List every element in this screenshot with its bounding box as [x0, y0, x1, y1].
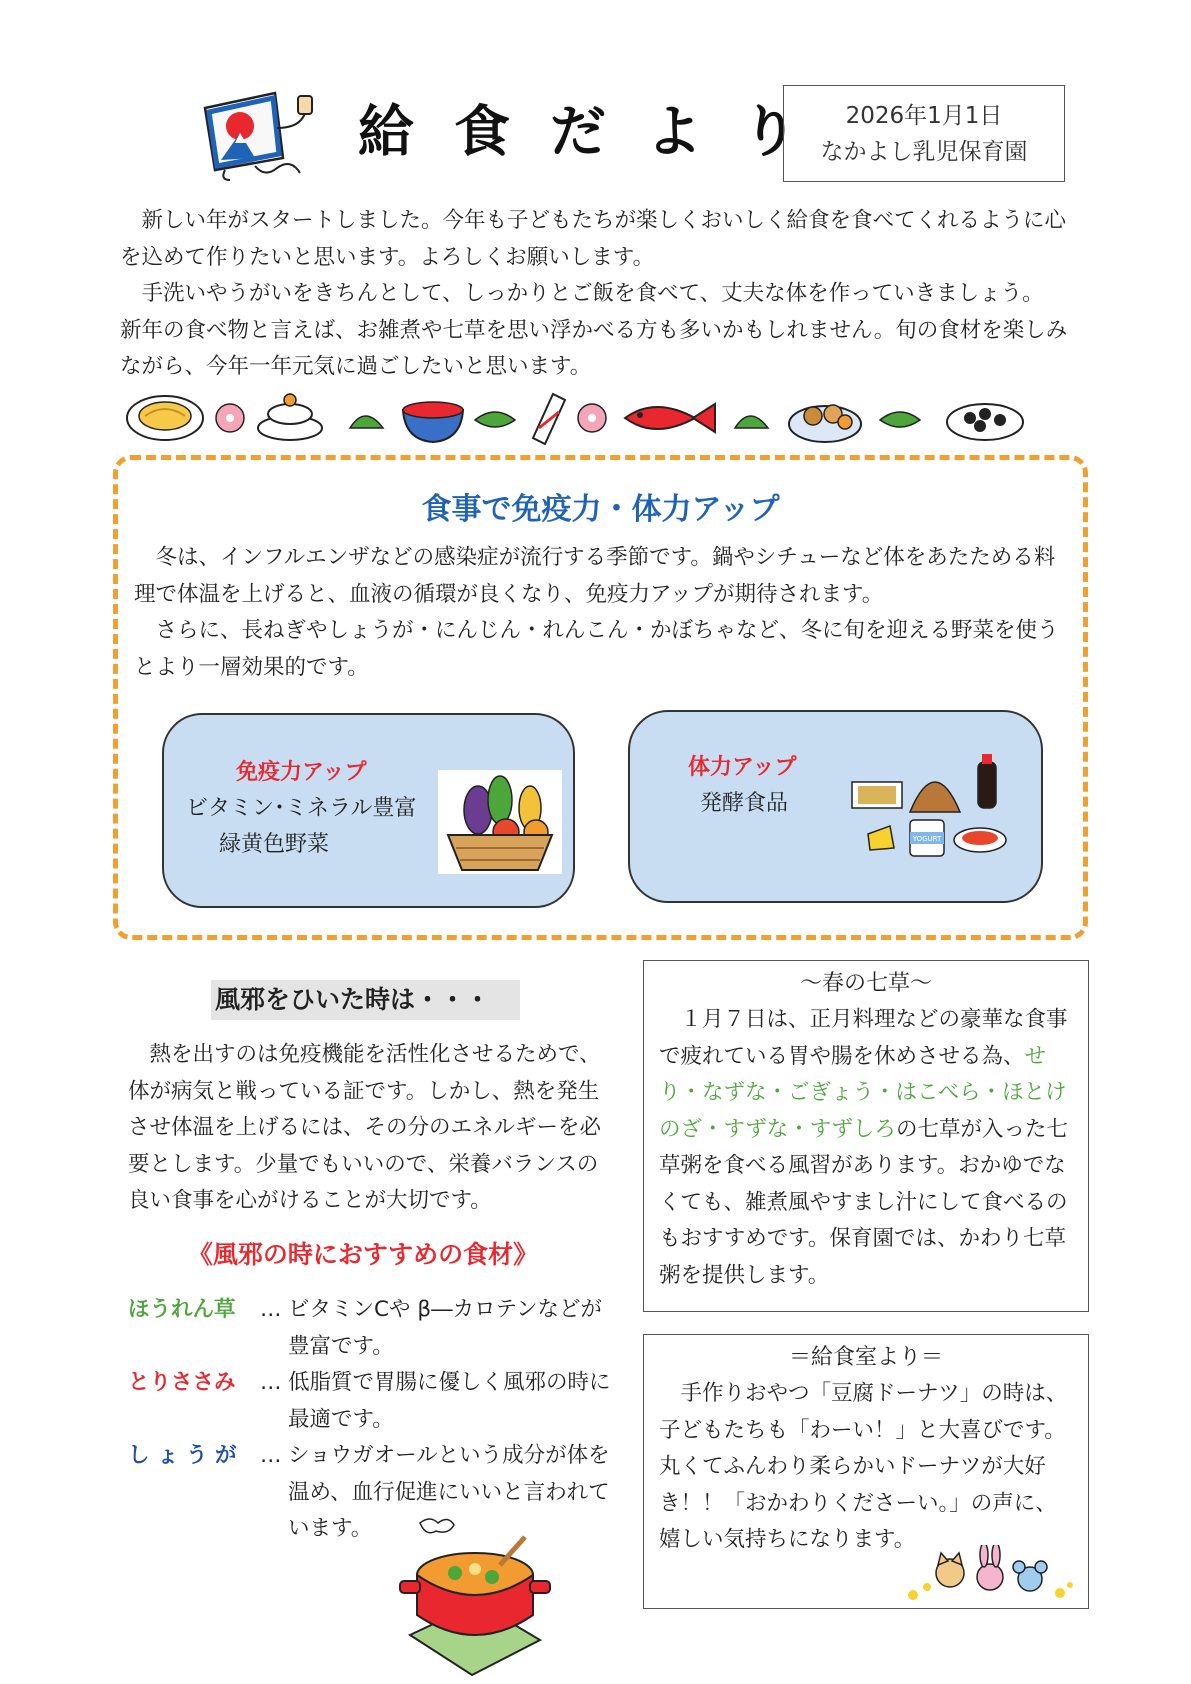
stamina-up-line-1: 発酵食品 [700, 791, 789, 816]
food-dots: … [260, 1297, 282, 1322]
yogurt-label: YOGURT [912, 835, 942, 843]
organization-name: なかよし乳児保育園 [820, 139, 1028, 165]
stamina-up-card [628, 710, 1043, 903]
kite-illustration [195, 88, 320, 183]
plum-flower-icon [216, 404, 244, 432]
immunity-up-line-2: 緑黄色野菜 [219, 832, 330, 857]
food-name: し ょ う が [128, 1443, 237, 1468]
soup-pot-icon [390, 1515, 555, 1680]
immunity-up-heading: 免疫力アップ [236, 760, 367, 785]
immunity-paragraph-1: 冬は、インフルエンザなどの感染症が流行する季節です。鍋やシチューなど体をあたためる料理で体温を上げると、血液の循環が良くなり、免疫力アップが期待されます。 [134, 545, 1056, 607]
pine-icon [350, 416, 383, 428]
egg-roll-icon [127, 396, 203, 440]
nimono-dish-icon [789, 405, 861, 442]
kitchen-title: ＝給食室より＝ [788, 1345, 943, 1370]
food-dots: … [260, 1370, 282, 1395]
new-year-food-decoration [125, 390, 1070, 445]
pine-icon-2 [735, 416, 768, 428]
vegetable-basket-icon [438, 770, 562, 874]
food-item-spinach [128, 1292, 614, 1365]
leaf-icon [475, 412, 515, 427]
nanakusa-text [644, 1002, 1088, 1294]
immunity-paragraph-2: さらに、長ねぎやしょうが・にんじん・れんこん・かぼちゃなど、冬に旬を迎える野菜を使うとより一層効果的です。 [134, 618, 1059, 680]
ozoni-bowl-icon [403, 402, 463, 442]
plum-flower-icon-2 [578, 404, 606, 432]
fermented-foods-icon [850, 752, 1010, 862]
cold-paragraph: 熱を出すのは免疫機能を活性化させるためで、体が病気と戦っている証です。しかし、熱を発生させ体温を上げるには、その分のエネルギーを必要とします。少量でもいいので、栄養バランスの良い食事を心がけることが大切です。 [128, 1042, 602, 1213]
food-name: ほうれん草 [128, 1297, 236, 1322]
immunity-up-card [162, 713, 575, 908]
food-name: とりささみ [128, 1370, 236, 1395]
page-title: 給食だより [358, 100, 838, 165]
cold-section-heading: 風邪をひいた時は・・・ [211, 980, 520, 1020]
food-dots: … [260, 1443, 282, 1468]
recommended-foods-heading: 《風邪の時におすすめの食材》 [187, 1240, 539, 1269]
nanakusa-text-after: の七草が入った七草粥を食べる風習があります。おかゆでなくても、雑煮風やすまし汁にして食べるのもおすすめです。保育園では、かわり七草粥を提供します。 [659, 1116, 1068, 1288]
immunity-section-title: 食事で免疫力・体力アップ [421, 492, 780, 527]
food-description: ビタミンCや β―カロテンなどが豊富です。 [288, 1297, 602, 1359]
nanakusa-title: ～春の七草～ [799, 971, 932, 996]
chopstick-envelope-icon [533, 394, 565, 444]
kitchen-text [644, 1376, 1088, 1559]
issue-date: 2026年1月1日 [845, 103, 1003, 129]
date-box [783, 85, 1065, 182]
animal-friends-icon [905, 1545, 1075, 1605]
intro-text [120, 203, 1070, 386]
food-description: ショウガオールという成分が体を温め、血行促進にいいと言われています。 [288, 1443, 610, 1541]
stamina-up-heading: 体力アップ [688, 755, 797, 780]
sea-bream-icon [625, 404, 715, 432]
kitchen-paragraph: 手作りおやつ「豆腐ドーナツ」の時は、子どもたちも「わーい！」と大喜びです。丸くてふんわり柔らかいドーナツが大好き！！「おかわりくださーい。」の声に、嬉しい気持ちになります。 [659, 1381, 1068, 1552]
leaf-icon-2 [880, 412, 920, 427]
intro-paragraph-3: 新年の食べ物と言えば、お雑煮や七草を思い浮かべる方も多いかもしれません。旬の食材を楽しみながら、今年一年元気に過ごしたいと思います。 [120, 317, 1068, 379]
black-beans-dish-icon [947, 404, 1023, 440]
food-description: 低脂質で胃腸に優しく風邪の時に最適です。 [288, 1370, 611, 1432]
immunity-up-line-1: ビタミン･ミネラル豊富 [186, 796, 417, 821]
food-item-chicken-breast [128, 1365, 614, 1438]
nanakusa-box [643, 960, 1089, 1312]
cold-section-text [128, 1037, 614, 1220]
intro-paragraph-2: 手洗いやうがいをきちんとして、しっかりとご飯を食べて、丈夫な体を作っていきましょう。 [141, 281, 1044, 306]
immunity-section-text [134, 540, 1074, 686]
nanakusa-herbs: せり・なずな・ごぎょう・はこべら・ほとけのざ・すずな・すずしろ [659, 1043, 1067, 1142]
intro-paragraph-1: 新しい年がスタートしました。今年も子どもたちが楽しくおいしく給食を食べてくれるように心を込めて作りたいと思います。よろしくお願いします。 [120, 208, 1067, 270]
kagami-mochi-icon [258, 394, 322, 440]
nanakusa-text-before: １月７日は、正月料理などの豪華な食事で疲れている胃や腸を休めさせる為、 [659, 1007, 1068, 1069]
